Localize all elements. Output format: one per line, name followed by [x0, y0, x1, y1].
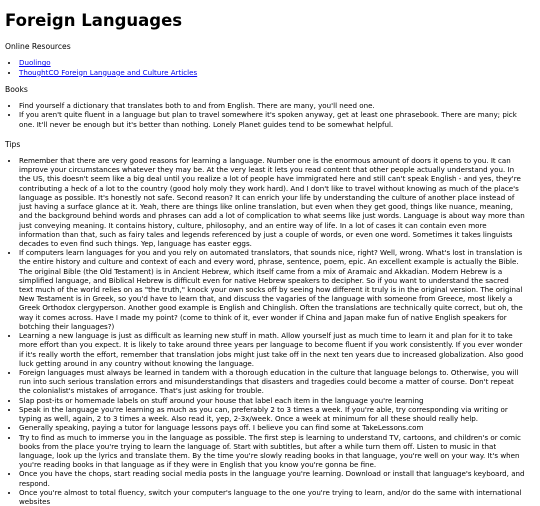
list-item: • Find yourself a dictionary that translates both to and from English. There are many, you'll need one.: [19, 101, 525, 110]
list-item: • Generally speaking, paying a tutor for language lessons pays off. I believe you can find some at TakeLessons.com: [19, 423, 525, 432]
list-item: [19, 68, 525, 77]
thoughtco-link[interactable]: ThoughtCO Foreign Language and Culture Articles: [19, 67, 198, 77]
list-item: • Slap post-its or homemade labels on stuff around your house that label each item in the language you're learning: [19, 396, 525, 405]
tips-heading: Tips: [5, 139, 21, 149]
tips-list: [5, 156, 525, 506]
page-title: Foreign Languages: [5, 11, 183, 30]
online-resources-list: [5, 58, 525, 76]
list-item: • Foreign languages must always be learned in tandem with a thorough education in the culture that language belongs to. Otherwise, you will run into such serious translation errors and misunderstandings that disasters and tragedies could become a matter of course. Don't repeat the colonialist's mistakes of arrogance. That's just asking for trouble.: [19, 368, 525, 396]
list-item: • Try to find as much to immerse you in the language as possible. The first step is learning to understand TV, cartoons, and children's or comic books from the place you're trying to learn the language of. Start with subtitles, but after a while turn them off. Listen to music in that language, look up the lyrics and translate them. By the time you're slowly reading books in that language, you're well on your way. It's when you're reading books in that language as if they were in English that you know you're gonna be fine.: [19, 433, 525, 470]
list-item: • Once you have the chops, start reading social media posts in the language you're learning. Download or install that language's keyboard, and respond.: [19, 469, 525, 487]
duolingo-link[interactable]: Duolingo: [19, 58, 51, 68]
list-item: • Remember that there are very good reasons for learning a language. Number one is the enormous amount of doors it opens to you. It can improve your circumstances whatever they may be. At the very least it lets you read content that other people actually understand you. In the US, this doesn't seem like a big deal until you realize a lot of people have immigrated here and still can't speak English - and yes, they're contributing a heck of a lot to the country (good holy moly they work hard). And I don't like to travel without knowing as much of the place's language as possible. It's honestly not safe. Second reason? It can enrich your life by understanding the culture of another place instead of just having a surface glance at it. Yeah, there are things like online translation, but even when they get good, things like nuance, meaning, and the background behind words and phrases can add a lot of complication to what seems like just words. Language is about way more than just conveying meaning. It contains history, culture, philosophy, and an entire way of life. In a lot of cases it can contain even more information than that, such as fairy tales and legends referenced by just a couple of words, or even one word. Sometimes it takes linguists decades to even find such things. Yep, language has easter eggs.: [19, 156, 525, 248]
list-item: • If computers learn languages for you and you rely on automated translators, that sounds nice, right? Well, wrong. What's lost in translation is the entire history and culture and context of each and every word, phrase, sentence, poem, epic. An excellent example is actually the Bible. The original Bible (the Old Testament) is in Ancient Hebrew, which itself came from a mix of Aramaic and Akkadian. Modern Hebrew is a simplified language, and Biblical Hebrew is difficult even for native Hebrew speakers to decipher. So if you want to understand the sacred text much of the world relies on as "the truth," knock your own socks off by seeing how different it truly is in the original version. The original New Testament is in Greek, so you'd have to learn that, and discuss the vagaries of the language with someone from Greece, most likely a Greek Orthodox clergyperson. Another good example is English and Chinglish. Often the translations are technically quite correct, but oh, the way it comes across. Have I made my point? (come to think of it, ever wonder if China and Japan make fun of native English speakers for botching their languages?): [19, 248, 525, 331]
list-item: [19, 58, 525, 67]
list-item: • Once you're almost to total fluency, switch your computer's language to the one you're trying to learn, and/or do the same with international websites: [19, 488, 525, 506]
online-resources-heading: Online Resources: [5, 42, 71, 52]
list-item: • Speak in the language you're learning as much as you can, preferably 2 to 3 times a week. If you're able, try corresponding via writing or typing as well, again, 2 to 3 times a week. Also read it, yep, 2-3x/week. Once a week at minimum for all these should really help.: [19, 405, 525, 423]
books-list: [5, 101, 525, 129]
books-heading: Books: [5, 84, 28, 94]
list-item: • Learning a new language is just as difficult as learning new stuff in math. Allow yourself just as much time to learn it and plan for it to take more effort than you expect. It is likely to take around three years per language to become fluent if you work consistently. If you ever wonder if it's really worth the effort, remember that translation jobs might just take off in the next ten years due to increased globalization. Also good luck getting around in any country without knowing the language.: [19, 331, 525, 368]
list-item: • If you aren't quite fluent in a language but plan to travel somewhere it's spoken anyway, get at least one phrasebook. There are many; pick one. It'll never be enough but it's better than nothing. Lonely Planet guides tend to be somewhat helpful.: [19, 110, 525, 128]
